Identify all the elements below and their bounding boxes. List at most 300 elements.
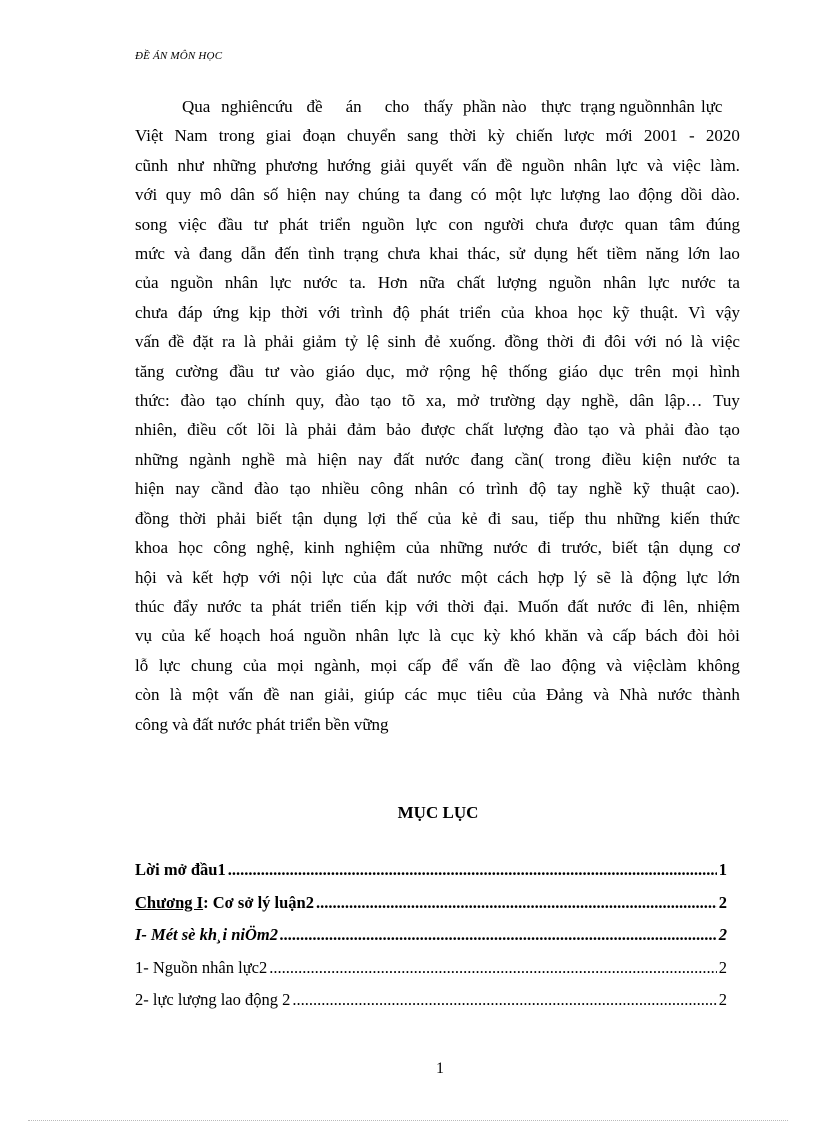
word: chúng [358, 185, 400, 205]
word: tạo [588, 420, 610, 440]
word: thức: [135, 391, 170, 411]
word: ta [408, 185, 421, 205]
word: kiện [642, 449, 672, 469]
toc-entry-text: I- Mét sè kh¸i niÖm2 [135, 925, 279, 944]
word: lược [563, 126, 595, 146]
word: mục [437, 685, 467, 705]
word: biết [256, 508, 282, 528]
word: lực [616, 155, 638, 175]
paragraph-line [135, 327, 740, 356]
word: đi [640, 596, 655, 616]
word: thời [449, 126, 477, 146]
word: Hơn [377, 273, 408, 293]
word: cấp [612, 626, 637, 646]
word: mà [285, 449, 307, 469]
word: và [166, 567, 183, 587]
toc-entry-chapter-1[interactable] [135, 893, 727, 926]
word: chuyển [346, 126, 396, 146]
word: với [135, 185, 158, 205]
word: một [192, 685, 219, 705]
word: lao [608, 185, 630, 205]
word: lực [158, 655, 181, 675]
word: người [484, 214, 525, 234]
word: những [439, 538, 484, 558]
word: thức [710, 508, 740, 528]
toc-leader-dots [292, 990, 716, 1010]
word: cao). [706, 479, 740, 499]
word: thế [396, 508, 418, 528]
word: trạng [580, 97, 616, 116]
word: đại. [483, 596, 509, 616]
word: là [169, 685, 182, 705]
word: đúng [705, 214, 740, 234]
word: hoá [269, 626, 295, 646]
word: hướng [327, 155, 371, 175]
word: tỷ [344, 332, 359, 352]
word: nào [502, 97, 527, 116]
word: một [495, 185, 522, 205]
word: số [263, 185, 279, 205]
word: cường [175, 361, 219, 381]
word: được [579, 214, 614, 234]
word: học [577, 302, 603, 322]
toc-entry-section-1[interactable] [135, 925, 727, 958]
word: phải [645, 420, 675, 440]
word: lực [321, 567, 344, 587]
word: nghề, [581, 391, 619, 411]
word: khoa [534, 302, 568, 322]
word: giai [265, 126, 292, 146]
word: nguồn [303, 626, 347, 646]
word: lập… [664, 391, 703, 411]
word: lực [269, 273, 292, 293]
word: hội [135, 567, 157, 587]
word: thuật. [639, 302, 679, 322]
word: lực [397, 626, 420, 646]
word: dào. [711, 185, 740, 205]
page-number: 1 [436, 1060, 444, 1077]
word: hiện [317, 449, 347, 469]
word: triển [459, 302, 491, 322]
word: cấp [407, 655, 432, 675]
word: nguồn [361, 214, 405, 234]
word: việclàm [632, 655, 687, 675]
word: vấn [135, 332, 160, 352]
word: Muốn [517, 596, 559, 616]
word: động [638, 185, 673, 205]
word: quy, [295, 391, 325, 411]
word: trong [554, 449, 591, 469]
word: đang [470, 449, 504, 469]
word: mới [605, 126, 633, 146]
word: đang [199, 244, 233, 264]
word: dục [598, 361, 624, 381]
word: sau, [511, 508, 539, 528]
word: cũnh [135, 155, 169, 175]
word: Vì [688, 302, 706, 322]
word: thuật [661, 479, 696, 499]
word: nhân [355, 626, 389, 646]
word: trình [485, 479, 518, 499]
word: những [135, 449, 179, 469]
word: ta [727, 449, 740, 469]
toc-entry-subsection-2[interactable] [135, 990, 727, 1023]
word: khoa [135, 538, 169, 558]
word: nữa [419, 273, 445, 293]
word: 2020 [705, 126, 740, 146]
word: cho [384, 97, 410, 116]
word: đi [487, 508, 502, 528]
word: chưa [535, 214, 569, 234]
paragraph-line [135, 239, 740, 268]
word: tận [292, 508, 313, 528]
word: bách [645, 626, 678, 646]
word: nước [682, 449, 717, 469]
word: tõ [401, 391, 416, 411]
word: của [427, 508, 452, 528]
word: lượng [560, 185, 601, 205]
word: chất [456, 273, 486, 293]
word: là [690, 332, 704, 352]
word: như [177, 155, 204, 175]
paragraph-line [135, 415, 740, 444]
word: và [619, 420, 636, 440]
word: của [161, 626, 185, 646]
word: phát [420, 302, 450, 322]
word: dạy [546, 391, 571, 411]
word: của [135, 273, 159, 293]
toc-leader-dots [280, 925, 717, 945]
paragraph-line [135, 563, 740, 592]
word: hệ [481, 361, 498, 381]
word: công [370, 479, 404, 499]
page-bottom-divider [28, 1120, 788, 1121]
word: quy [165, 185, 192, 205]
paragraph-line [135, 651, 740, 680]
word: động [561, 655, 596, 675]
word: và [606, 655, 623, 675]
paragraph-line [135, 357, 740, 386]
word: đến [274, 244, 300, 264]
word: phát [271, 596, 302, 616]
word: tiến [350, 596, 377, 616]
word: cách [497, 567, 529, 587]
word: đào [180, 391, 205, 411]
word: đất [567, 596, 589, 616]
word: đất [386, 567, 408, 587]
word: ta. [349, 273, 366, 293]
word: lượng [496, 273, 537, 293]
word: vụ [135, 626, 152, 646]
word: với [318, 302, 341, 322]
word: mở [405, 361, 429, 381]
word: dục, [366, 361, 395, 381]
word: triển [319, 214, 351, 234]
word: trình [350, 302, 383, 322]
toc-entry-subsection-1[interactable] [135, 958, 727, 991]
word: nước [207, 596, 242, 616]
word: 2001 [643, 126, 678, 146]
word: có [458, 479, 475, 499]
word: trường [489, 391, 536, 411]
word: mọi [277, 655, 304, 675]
word: dụng [679, 538, 713, 558]
word: kết [192, 567, 214, 587]
toc-entry-text: Lời mở đầu1 [135, 860, 226, 879]
word: trạng [343, 244, 379, 264]
word: đòi [686, 626, 709, 646]
paragraph-line [135, 92, 740, 121]
word: rộng [439, 361, 471, 381]
word: kỳ [483, 626, 501, 646]
word: kỳ [487, 126, 505, 146]
word: giải [380, 155, 406, 175]
word: việc [178, 214, 207, 234]
toc-page-number: 1 [718, 860, 727, 879]
word: và [587, 626, 604, 646]
word: tiềm [606, 244, 637, 264]
word: quyết [415, 155, 454, 175]
word: nhiều [321, 479, 360, 499]
word: vậy [715, 302, 740, 322]
word: trong [218, 126, 255, 146]
word: thực [541, 97, 572, 116]
word: học [178, 538, 203, 558]
word: lệ [366, 332, 380, 352]
word: cơ [723, 538, 740, 558]
word: là [620, 567, 633, 587]
word: nguồn [170, 273, 213, 293]
word: nhân [414, 479, 448, 499]
word: vấn [462, 155, 487, 175]
word: vấn [228, 685, 254, 705]
word: có [470, 185, 487, 205]
word: thời [546, 332, 574, 352]
word: đặt [192, 332, 214, 352]
word: Đảng [546, 685, 583, 705]
word: nó [665, 332, 683, 352]
word: lực [686, 567, 708, 587]
word: lực [648, 273, 670, 293]
word: giáo [558, 361, 588, 381]
word: đẩy [173, 596, 198, 616]
word: nguồn [619, 97, 662, 116]
word: ta [727, 273, 740, 293]
word: và [173, 244, 191, 264]
table-of-contents [135, 860, 727, 1023]
word: chất [465, 420, 494, 440]
word: song [135, 214, 168, 234]
word: cục [450, 626, 475, 646]
word: động [642, 567, 677, 587]
word: một [460, 567, 488, 587]
word: để [441, 655, 458, 675]
word: độ [529, 479, 547, 499]
word: thời [179, 508, 207, 528]
word: vấn [468, 655, 494, 675]
word: nước [657, 685, 692, 705]
paragraph-line [135, 386, 740, 415]
word: dân [230, 185, 255, 205]
word: - [689, 126, 695, 146]
word: nghề [241, 449, 275, 469]
word: khó [509, 626, 536, 646]
toc-leader-dots [228, 860, 717, 880]
word: là [285, 420, 298, 440]
word: hỏi [718, 626, 740, 646]
word: nay [357, 449, 383, 469]
word: lao [530, 655, 552, 675]
paragraph-line: công và đất nước phát triển bền vững [135, 714, 389, 734]
word: chưa [135, 302, 168, 322]
word: đôi [604, 332, 626, 352]
word: lực [415, 214, 438, 234]
paragraph-line [135, 210, 740, 239]
toc-entry-intro[interactable] [135, 860, 727, 893]
word: hợp [222, 567, 249, 587]
word: nước [303, 273, 338, 293]
word: thời [281, 302, 308, 322]
word: sang [407, 126, 439, 146]
word: nghệ, [256, 538, 294, 558]
word: tư [253, 214, 268, 234]
paragraph-line [135, 474, 740, 503]
word: ngành [189, 449, 231, 469]
word: lực [700, 97, 723, 116]
word: là [243, 332, 257, 352]
word: tạo [215, 391, 237, 411]
word: của [405, 538, 430, 558]
word: thời [447, 596, 475, 616]
word: nay [324, 185, 350, 205]
word: kiến [670, 508, 700, 528]
word: các [404, 685, 428, 705]
word: hiện [287, 185, 317, 205]
word: lượng [503, 420, 544, 440]
word: của [243, 655, 267, 675]
word: tư [264, 361, 279, 381]
toc-entry-text: 2- lực lượng lao động 2 [135, 990, 291, 1009]
word: lao [719, 244, 740, 264]
word: kỹ [612, 302, 630, 322]
word: đề [306, 97, 323, 116]
word: lợi [367, 508, 387, 528]
word: Nhà [619, 685, 648, 705]
conclusion-paragraph [135, 92, 740, 739]
running-header: ĐỀ ÁN MÔN HỌC [135, 50, 223, 62]
word: mở [456, 391, 480, 411]
word: tạo [289, 479, 311, 499]
word: kịp [385, 596, 408, 616]
toc-leader-dots [316, 893, 717, 913]
word: lên, [663, 596, 689, 616]
word: mô [199, 185, 222, 205]
word: lớn [687, 244, 711, 264]
toc-page-number: 2 [718, 892, 727, 912]
word: nhân [573, 155, 607, 175]
word: kịp [249, 302, 271, 322]
toc-chapter-label: Chương I [135, 892, 204, 912]
word: của [353, 567, 377, 587]
paragraph-line [135, 268, 740, 297]
word: độ [392, 302, 410, 322]
word: tăng [135, 361, 165, 381]
word: làm. [710, 155, 740, 175]
word: tận [647, 538, 669, 558]
word: dồi [680, 185, 703, 205]
word: trên [634, 361, 661, 381]
word: lõi [257, 420, 276, 440]
word: với [416, 596, 439, 616]
word: việc [711, 332, 740, 352]
word: nghiệm [344, 538, 396, 558]
word: điều [601, 449, 632, 469]
word: sẽ [596, 567, 611, 587]
word: năng [645, 244, 679, 264]
word: tiếp [548, 508, 575, 528]
word: nhiên, [135, 420, 178, 440]
word: phải [307, 420, 337, 440]
word: đầu [229, 361, 254, 381]
word: khai [429, 244, 459, 264]
word: biết [612, 538, 638, 558]
word: những [213, 155, 257, 175]
word: nhiệm [697, 596, 740, 616]
word: mức [135, 244, 165, 264]
word: đầu [217, 214, 243, 234]
word: nước [416, 567, 452, 587]
paragraph-line [135, 533, 740, 562]
word: nội [290, 567, 313, 587]
word: thác, [467, 244, 501, 264]
word: Tuy [713, 391, 740, 411]
word: lỗ [135, 655, 149, 675]
word: đào [553, 420, 579, 440]
word: thấy [423, 97, 454, 116]
word: cứu [267, 97, 293, 116]
word: Qua [182, 97, 211, 116]
toc-page-number: 2 [718, 925, 727, 944]
word: tay [557, 479, 578, 499]
word: án [345, 97, 362, 116]
word: hiện [135, 479, 165, 499]
word: là [428, 626, 442, 646]
word: phương [265, 155, 318, 175]
word: giải, [324, 685, 355, 705]
word: ứng [212, 302, 239, 322]
word: đất [393, 449, 415, 469]
word: lý [573, 567, 587, 587]
paragraph-line [135, 121, 740, 150]
word: công [213, 538, 247, 558]
word: nước [425, 449, 460, 469]
word: thu [584, 508, 607, 528]
word: đề [168, 332, 185, 352]
word: nghiên [221, 97, 268, 116]
word: việc [672, 155, 701, 175]
word: tạo [370, 391, 392, 411]
word: khăn [544, 626, 578, 646]
word: chính [247, 391, 285, 411]
word: cầnd [210, 479, 244, 499]
word: đi [537, 538, 552, 558]
word: kỹ [633, 479, 651, 499]
word: lớn [717, 567, 740, 587]
word: không [697, 655, 740, 675]
word: của [512, 685, 536, 705]
word: cần( [514, 449, 544, 469]
word: tiêu [476, 685, 503, 705]
